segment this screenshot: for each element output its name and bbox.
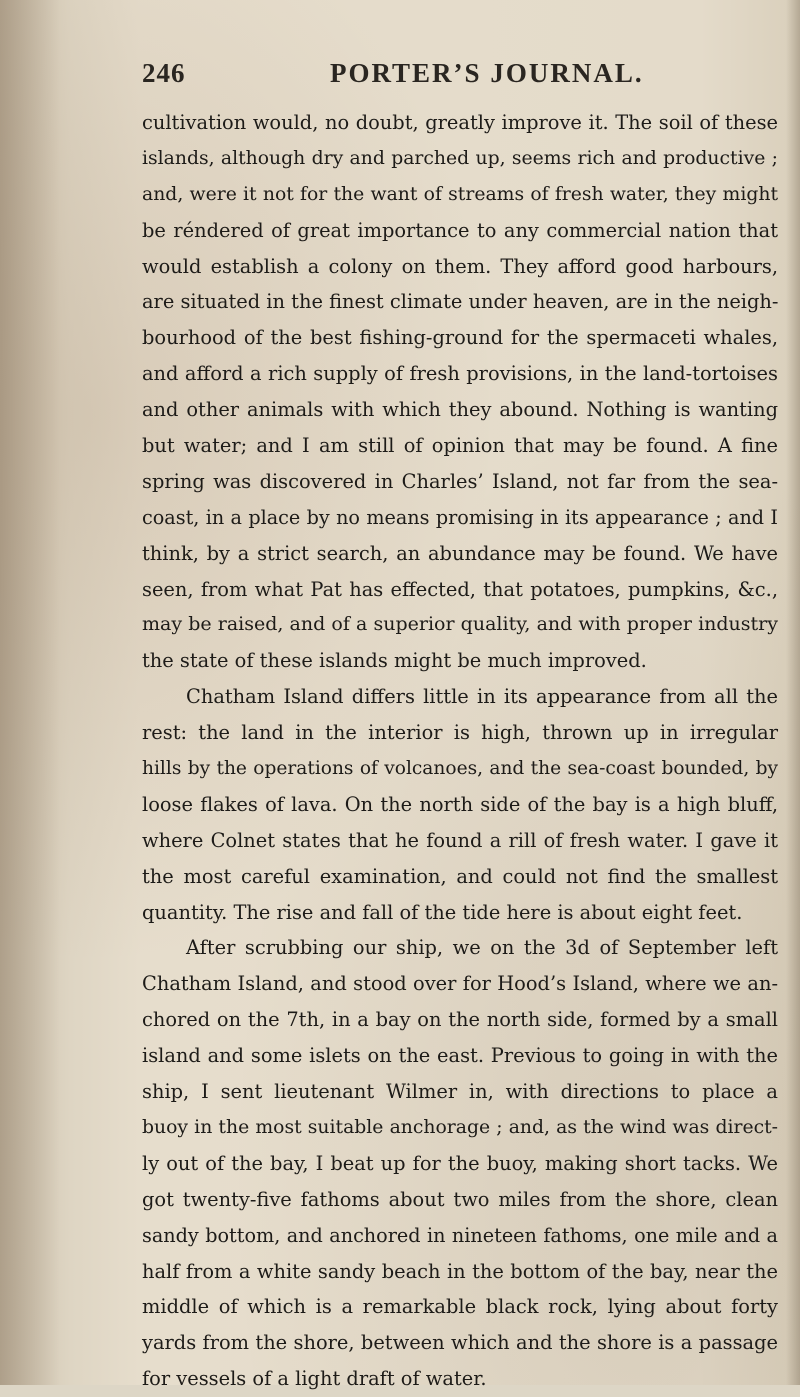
text-line: rest: the land in the interior is high, thrown up in irregular <box>142 721 778 745</box>
text-line: seen, from what Pat has effected, that potatoes, pumpkins, &c., <box>142 577 778 601</box>
text-line: sandy bottom, and anchored in nineteen fathoms, one mile and a <box>142 1223 778 1247</box>
running-title: PORTER’S JOURNAL. <box>330 58 644 88</box>
body-text <box>142 105 778 1397</box>
page-edge-shadow <box>786 0 800 1385</box>
text-line: island and some islets on the east. Previous to going in with the <box>142 1044 778 1068</box>
text-line: cultivation would, no doubt, greatly improve it. The soil of these <box>142 111 778 134</box>
text-line: middle of which is a remarkable black rock, lying about forty <box>142 1295 778 1319</box>
text-line: coast, in a place by no means promising in its appearance ; and I <box>142 505 778 529</box>
text-line: think, by a strict search, an abundance may be found. We have <box>142 541 778 565</box>
text-line: be réndered of great importance to any commercial nation that <box>142 218 778 242</box>
page-header <box>140 58 780 98</box>
paragraph-start-line: Chatham Island differs little in its appearance from all the <box>186 685 778 709</box>
page-number: 246 <box>142 58 186 88</box>
text-line: ly out of the bay, I beat up for the buoy, making short tacks. We <box>142 1151 778 1175</box>
text-line: loose flakes of lava. On the north side of the bay is a high bluff, <box>142 792 778 816</box>
text-line: but water; and I am still of opinion that may be found. A fine <box>142 434 778 458</box>
text-line: chored on the 7th, in a bay on the north side, formed by a small <box>142 1008 778 1032</box>
text-line: may be raised, and of a superior quality, and with proper industry <box>142 613 778 636</box>
text-line: would establish a colony on them. They afford good harbours, <box>142 254 778 278</box>
text-line: buoy in the most suitable anchorage ; and, as the wind was direct- <box>142 1116 778 1138</box>
text-line: for vessels of a light draft of water. <box>142 1367 487 1391</box>
text-line: half from a white sandy beach in the bottom of the bay, near the <box>142 1259 778 1283</box>
paragraph-start-line: After scrubbing our ship, we on the 3d of September left <box>186 936 778 960</box>
text-line: and other animals with which they abound. Nothing is wanting <box>142 398 778 422</box>
text-line: the state of these islands might be much improved. <box>142 649 647 673</box>
text-line: Chatham Island, and stood over for Hood’s Island, where we an- <box>142 972 778 996</box>
text-line: hills by the operations of volcanoes, and the sea-coast bounded, by <box>142 758 778 780</box>
text-line: the most careful examination, and could not find the smallest <box>142 864 778 888</box>
text-line: where Colnet states that he found a rill of fresh water. I gave it <box>142 828 778 852</box>
binding-shadow <box>0 0 60 1385</box>
text-line: quantity. The rise and fall of the tide here is about eight feet. <box>142 900 743 924</box>
text-line: and, were it not for the want of streams of fresh water, they might <box>142 183 778 205</box>
text-line: are situated in the finest climate under heaven, are in the neigh- <box>142 290 779 314</box>
text-line: ship, I sent lieutenant Wilmer in, with directions to place a <box>142 1080 778 1104</box>
text-line: and afford a rich supply of fresh provisions, in the land-tortoises <box>142 362 778 386</box>
text-line: yards from the shore, between which and the shore is a passage <box>142 1331 778 1355</box>
text-line: bourhood of the best fishing-ground for the spermaceti whales, <box>142 326 778 350</box>
text-line: islands, although dry and parched up, seems rich and productive ; <box>142 147 778 169</box>
text-line: got twenty-five fathoms about two miles from the shore, clean <box>142 1187 778 1211</box>
text-line: spring was discovered in Charles’ Island, not far from the sea- <box>142 469 778 493</box>
